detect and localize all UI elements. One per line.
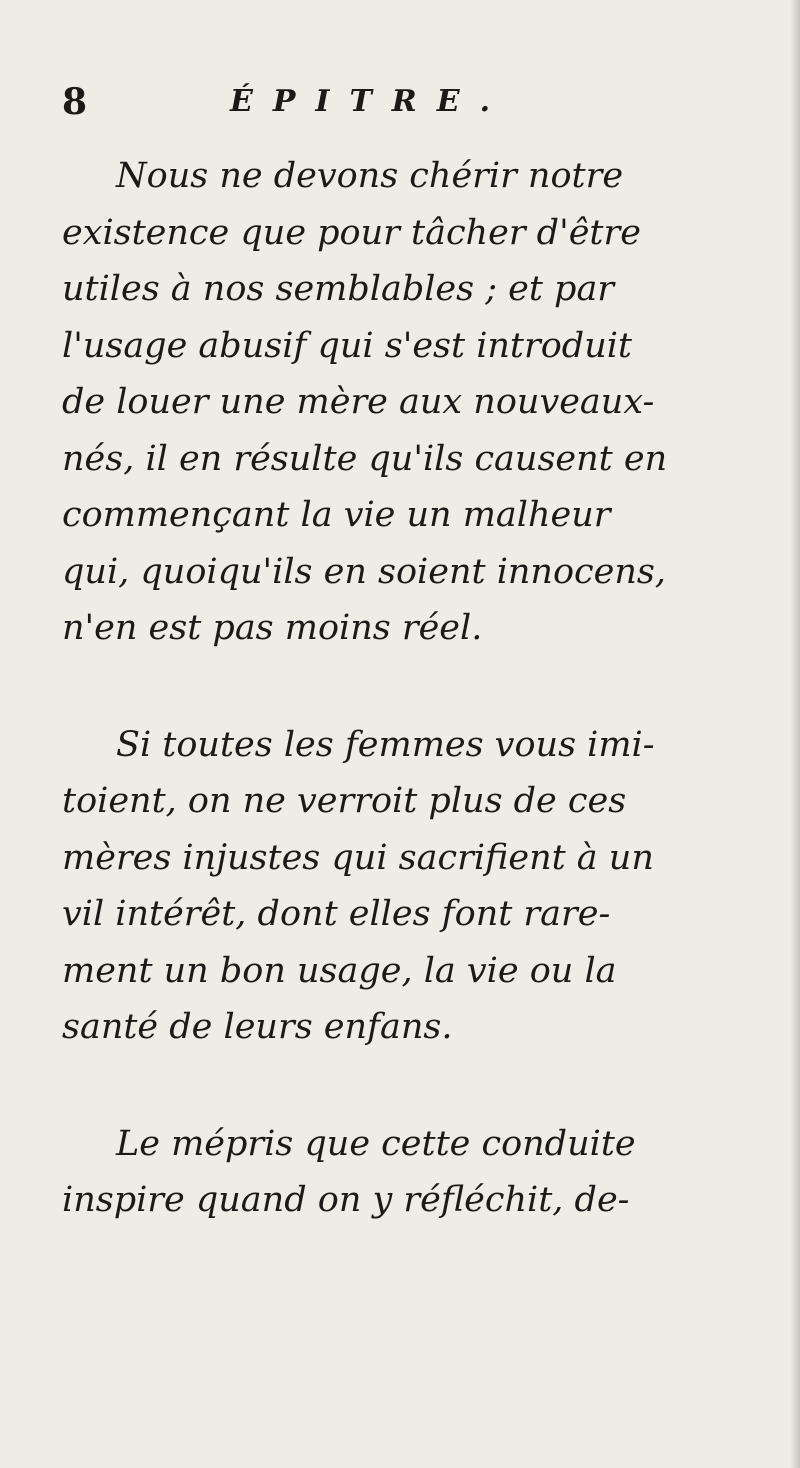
paragraph [62, 148, 762, 657]
text-line: n'en est pas moins réel. [62, 608, 483, 648]
text-line: santé de leurs enfans. [62, 1007, 453, 1047]
page-edge-shadow [790, 0, 800, 1468]
text-line: l'usage abusif qui s'est introduit [62, 325, 632, 366]
text-line: qui, quoiqu'ils en soient innocens, [62, 551, 666, 592]
paragraph [62, 1116, 762, 1229]
text-line: utiles à nos semblables ; et par [62, 269, 615, 309]
page-number: 8 [62, 81, 88, 123]
text-line: Si toutes les femmes vous imi- [116, 724, 655, 765]
text-line: Nous ne devons chérir notre [116, 156, 624, 196]
text-line: inspire quand on y réfléchit, de- [62, 1180, 630, 1220]
body-text [62, 148, 762, 1289]
text-line: Le mépris que cette conduite [116, 1123, 636, 1164]
running-title: ÉPITRE. [230, 84, 511, 119]
text-line: ment un bon usage, la vie ou la [62, 950, 617, 991]
text-line: de louer une mère aux nouveaux- [62, 382, 655, 422]
page-header [62, 68, 762, 128]
text-line: toient, on ne verroit plus de ces [62, 781, 627, 821]
text-line: vil intérêt, dont elles font rare- [62, 894, 611, 934]
paragraph [62, 717, 762, 1056]
text-line: commençant la vie un malheur [62, 495, 611, 535]
text-line: nés, il en résulte qu'ils causent en [62, 438, 668, 479]
text-line: existence que pour tâcher d'être [62, 212, 641, 253]
text-line: mères injustes qui sacrifient à un [62, 837, 654, 878]
